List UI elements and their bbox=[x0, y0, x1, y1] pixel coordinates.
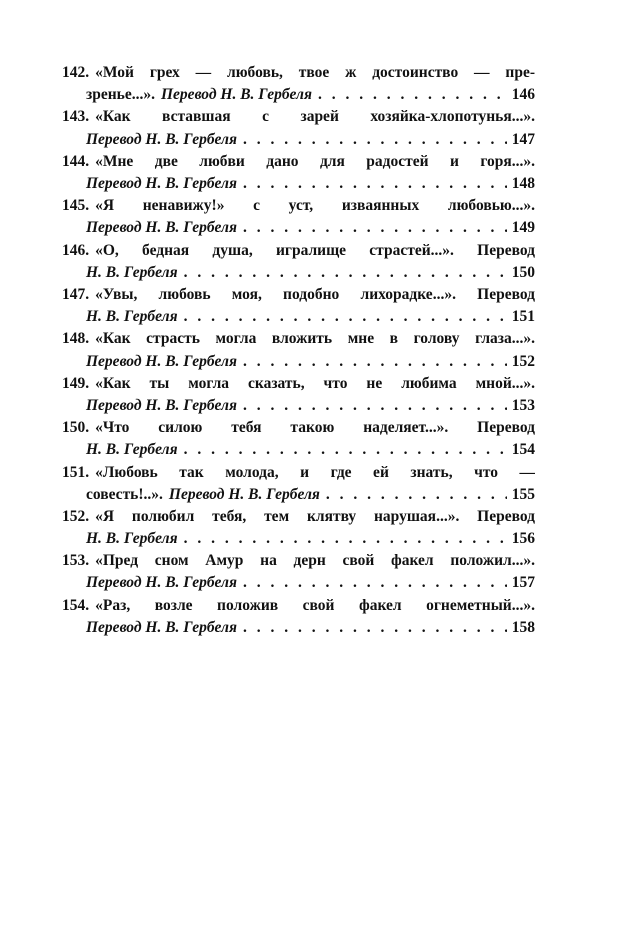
entry-number: 149. bbox=[62, 374, 90, 392]
toc-entry bbox=[62, 462, 535, 506]
toc-entry-second-line bbox=[62, 484, 535, 506]
toc-entry-second-line bbox=[62, 395, 535, 417]
toc-entry-second-line bbox=[62, 528, 535, 550]
entry-number: 145. bbox=[62, 197, 90, 215]
toc-entry-first-line bbox=[62, 506, 535, 528]
toc-entry bbox=[62, 328, 535, 372]
entry-title: «О, бедная душа, игралище страстей...». Перевод bbox=[95, 241, 535, 259]
entry-title: «Мне две любви дано для радостей и горя...». bbox=[95, 152, 535, 170]
toc-entry-second-line bbox=[62, 173, 535, 195]
entry-translator: Перевод Н. В. Гербеля bbox=[168, 485, 320, 503]
toc-entries bbox=[62, 62, 535, 639]
entry-translator: Перевод Н. В. Гербеля bbox=[86, 574, 237, 592]
toc-entry bbox=[62, 595, 535, 639]
entry-page-number: 158 bbox=[511, 618, 535, 636]
entry-translator: Н. В. Гербеля bbox=[86, 308, 178, 326]
entry-page-number: 153 bbox=[511, 396, 535, 414]
toc-entry bbox=[62, 195, 535, 239]
toc-entry bbox=[62, 240, 535, 284]
toc-entry-second-line bbox=[62, 217, 535, 239]
entry-page-number: 148 bbox=[511, 174, 535, 192]
entry-number: 154. bbox=[62, 596, 90, 614]
entry-number: 147. bbox=[62, 285, 90, 303]
entry-number: 146. bbox=[62, 241, 90, 259]
entry-page-number: 156 bbox=[511, 530, 535, 548]
dot-leader bbox=[318, 84, 507, 106]
dot-leader bbox=[243, 173, 507, 195]
entry-number: 143. bbox=[62, 108, 90, 126]
entry-number: 150. bbox=[62, 419, 90, 437]
toc-entry-first-line bbox=[62, 284, 535, 306]
entry-page-number: 149 bbox=[511, 219, 535, 237]
toc-entry-first-line bbox=[62, 106, 535, 128]
toc-entry bbox=[62, 506, 535, 550]
entry-page-number: 152 bbox=[511, 352, 535, 370]
entry-page-number: 146 bbox=[511, 86, 535, 104]
entry-title: «Я ненавижу!» с уст, изваянных любовью...». bbox=[95, 197, 535, 215]
toc-entry-first-line bbox=[62, 550, 535, 572]
toc-entry bbox=[62, 373, 535, 417]
entry-translator: Перевод Н. В. Гербеля bbox=[86, 130, 237, 148]
entry-title: «Мой грех — любовь, твое ж достоинство — пре- bbox=[95, 64, 535, 81]
entry-title: «Я полюбил тебя, тем клятву нарушая...». Перевод bbox=[95, 507, 535, 525]
entry-page-number: 147 bbox=[511, 130, 535, 148]
entry-title: «Как вставшая с зарей хозяйка-хлопотунья...». bbox=[95, 108, 535, 126]
toc-entry-first-line bbox=[62, 328, 535, 350]
entry-title: «Пред сном Амур на дерн свой факел положил...». bbox=[95, 552, 535, 570]
entry-number: 148. bbox=[62, 330, 90, 348]
toc-entry-first-line bbox=[62, 62, 535, 84]
toc-entry bbox=[62, 417, 535, 461]
entry-translator: Н. В. Гербеля bbox=[86, 530, 178, 548]
toc-entry-second-line bbox=[62, 351, 535, 373]
entry-translator: Перевод Н. В. Гербеля bbox=[86, 219, 237, 237]
entry-translator: Перевод Н. В. Гербеля bbox=[86, 352, 237, 370]
dot-leader bbox=[184, 439, 507, 461]
entry-translator: Перевод Н. В. Гербеля bbox=[86, 174, 237, 192]
entry-title: «Раз, возле положив свой факел огнеметный...». bbox=[95, 596, 535, 614]
toc-entry-second-line bbox=[62, 306, 535, 328]
dot-leader bbox=[243, 395, 507, 417]
entry-translator: Перевод Н. В. Гербеля bbox=[86, 618, 237, 636]
entry-title: «Как страсть могла вложить мне в голову глаза...». bbox=[95, 330, 535, 348]
entry-title: «Как ты могла сказать, что не любима мной...». bbox=[95, 374, 535, 392]
dot-leader bbox=[243, 572, 507, 594]
toc-entry-second-line bbox=[62, 262, 535, 284]
dot-leader bbox=[243, 217, 507, 239]
toc-entry-second-line bbox=[62, 617, 535, 639]
entry-translator: Н. В. Гербеля bbox=[86, 263, 178, 281]
toc-entry-first-line bbox=[62, 417, 535, 439]
table-of-contents bbox=[62, 62, 535, 639]
entry-page-number: 151 bbox=[511, 308, 535, 326]
entry-page-number: 157 bbox=[511, 574, 535, 592]
toc-entry bbox=[62, 151, 535, 195]
toc-entry-first-line bbox=[62, 595, 535, 617]
entry-translator: Перевод Н. В. Гербеля bbox=[161, 86, 312, 104]
toc-entry bbox=[62, 106, 535, 150]
entry-translator: Н. В. Гербеля bbox=[86, 441, 178, 459]
entry-page-number: 155 bbox=[511, 485, 535, 503]
toc-entry-first-line bbox=[62, 240, 535, 262]
toc-entry-second-line bbox=[62, 84, 535, 106]
entry-title-tail: зренье...». bbox=[86, 86, 155, 104]
entry-number: 151. bbox=[62, 463, 90, 481]
toc-entry-first-line bbox=[62, 462, 535, 484]
entry-translator: Перевод Н. В. Гербеля bbox=[86, 396, 237, 414]
toc-entry-first-line bbox=[62, 195, 535, 217]
dot-leader bbox=[184, 306, 507, 328]
entry-title: «Увы, любовь моя, подобно лихорадке...». Перевод bbox=[95, 285, 535, 303]
dot-leader bbox=[184, 528, 507, 550]
dot-leader bbox=[243, 617, 507, 639]
dot-leader bbox=[184, 262, 507, 284]
toc-entry-second-line bbox=[62, 129, 535, 151]
entry-number: 144. bbox=[62, 152, 90, 170]
entry-number: 152. bbox=[62, 507, 90, 525]
entry-page-number: 154 bbox=[511, 441, 535, 459]
dot-leader bbox=[326, 484, 507, 506]
toc-entry bbox=[62, 62, 535, 106]
entry-title-tail: совесть!..». bbox=[86, 485, 163, 503]
toc-entry-first-line bbox=[62, 373, 535, 395]
dot-leader bbox=[243, 129, 507, 151]
entry-number: 153. bbox=[62, 552, 90, 570]
dot-leader bbox=[243, 351, 507, 373]
toc-entry-second-line bbox=[62, 572, 535, 594]
entry-number: 142. bbox=[62, 64, 90, 81]
toc-entry bbox=[62, 284, 535, 328]
entry-title: «Что силою тебя такою наделяет...». Перевод bbox=[95, 419, 535, 437]
toc-entry-first-line bbox=[62, 151, 535, 173]
toc-entry-second-line bbox=[62, 439, 535, 461]
toc-entry bbox=[62, 550, 535, 594]
entry-title: «Любовь так молода, и где ей знать, что — bbox=[95, 463, 535, 481]
entry-page-number: 150 bbox=[511, 263, 535, 281]
